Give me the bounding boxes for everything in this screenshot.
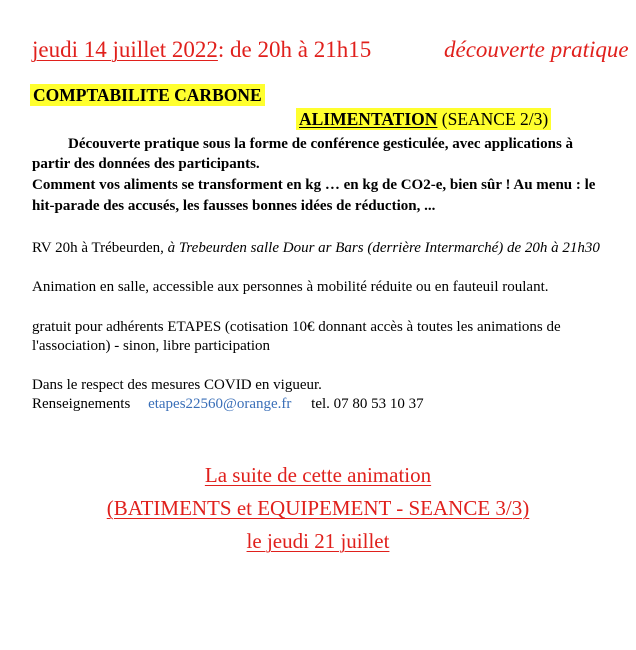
description-line-1: Découverte pratique sous la forme de conférence gesticulée, avec applications à bbox=[68, 136, 574, 152]
pricing-line-1: gratuit pour adhérents ETAPES (cotisation 10€ donnant accès à toutes les animations de bbox=[32, 319, 561, 335]
footer-text-3: le jeudi 21 juillet bbox=[246, 529, 390, 553]
description-line-3: Comment vos aliments se transforment en kg … en kg de CO2-e, bien sûr ! Au menu : le bbox=[32, 177, 596, 193]
event-date: jeudi 14 juillet 2022 bbox=[32, 37, 218, 62]
pricing-line-2: l'association) - sinon, libre participation bbox=[32, 338, 271, 354]
rendezvous-prefix: RV 20h à Trébeurden, bbox=[32, 240, 168, 256]
rendezvous-line bbox=[32, 239, 600, 258]
footer-text-1: La suite de cette animation bbox=[204, 463, 432, 487]
footer-text-2: (BATIMENTS et EQUIPEMENT - SEANCE 3/3) bbox=[106, 496, 530, 520]
footer-line-2 bbox=[0, 495, 636, 522]
description-line-2: partir des données des participants. bbox=[32, 156, 260, 172]
footer-line-3 bbox=[0, 528, 636, 555]
rendezvous-place: à Trebeurden salle Dour ar Bars (derrière Intermarché) de 20h à 21h30 bbox=[167, 240, 600, 256]
event-time: : de 20h à 21h15 bbox=[217, 37, 372, 62]
contact-email-link[interactable]: etapes22560@orange.fr bbox=[148, 396, 292, 412]
subtitle-session: (SEANCE 2/3) bbox=[437, 109, 549, 129]
footer-line-1 bbox=[0, 462, 636, 489]
subtitle-topic: ALIMENTATION bbox=[299, 109, 438, 129]
event-date-line bbox=[32, 36, 629, 64]
contact-label: Renseignements bbox=[32, 396, 131, 412]
event-tag: découverte pratique bbox=[444, 37, 629, 62]
main-title: COMPTABILITE CARBONE bbox=[30, 84, 265, 106]
accessibility-note: Animation en salle, accessible aux personnes à mobilité réduite ou en fauteuil roulant. bbox=[32, 279, 549, 295]
contact-phone: tel. 07 80 53 10 37 bbox=[311, 396, 424, 412]
contact-line bbox=[32, 395, 424, 414]
description-line-4: hit-parade des accusés, les fausses bonnes idées de réduction, ... bbox=[32, 198, 436, 214]
subtitle bbox=[296, 108, 551, 130]
covid-note: Dans le respect des mesures COVID en vigueur. bbox=[32, 377, 322, 393]
